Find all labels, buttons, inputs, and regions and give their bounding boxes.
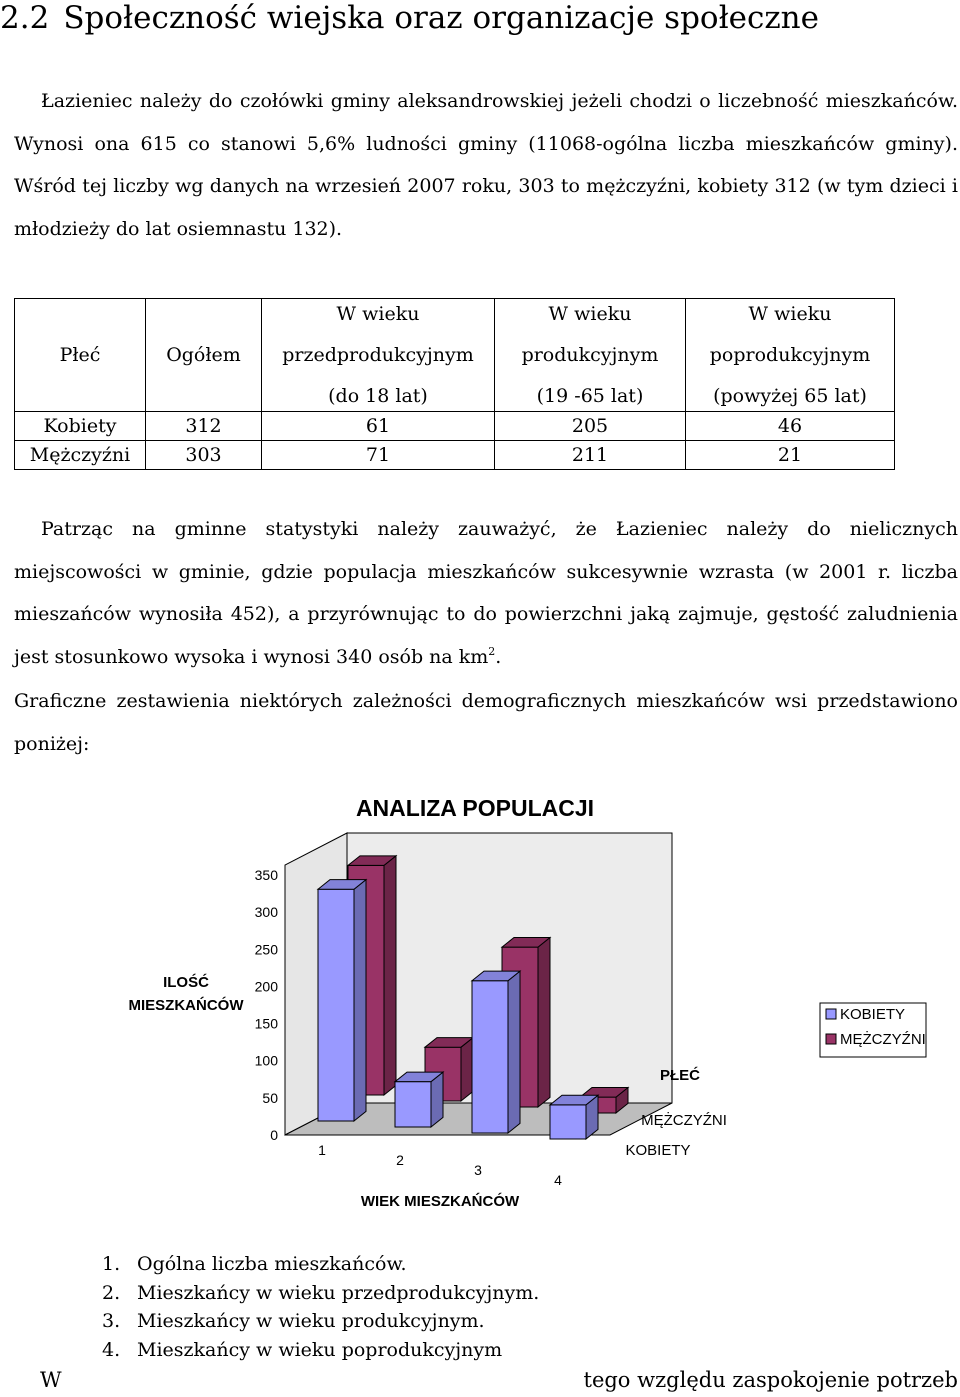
y-tick-label: 150 xyxy=(254,1015,278,1032)
y-tick-label: 200 xyxy=(254,978,278,995)
y-tick-label: 250 xyxy=(254,941,278,958)
x-tick-label: 1 xyxy=(318,1142,326,1158)
list-item: 1. Ogólna liczba mieszkańców. xyxy=(102,1253,407,1275)
bar-kobiety-side xyxy=(354,880,366,1121)
table-cell: 21 xyxy=(686,441,895,470)
header-poprodukcyjny: W wieku poprodukcyjnym (powyżej 65 lat) xyxy=(686,299,895,412)
table-header-row xyxy=(15,299,895,412)
paragraph-statistics: Patrząc na gminne statystyki należy zauważyć, że Łazieniec należy do nielicznych miejscowości w gminie, gdzie populacja mieszkańców sukcesywnie wzrasta (w 2001 r. liczba mieszańców wynosiła 452), a przyrównując to do powierzchni jaką zajmuje, gęstość zaludnienia jest stosunkowo wysoka i wynosi 340 osób na $km^2$. xyxy=(14,518,958,668)
table-cell: 312 xyxy=(146,412,262,441)
section-number: 2.2 xyxy=(0,0,50,36)
y-tick-label: 300 xyxy=(254,904,278,921)
x-axis-label: WIEK MIESZKAŃCÓW xyxy=(360,1193,520,1210)
depth-tick-label: MĘŻCZYŹNI xyxy=(641,1112,727,1129)
legend-label: KOBIETY xyxy=(840,1006,906,1023)
list-item: 2. Mieszkańcy w wieku przedprodukcyjnym. xyxy=(102,1281,540,1304)
bar-kobiety xyxy=(472,981,508,1133)
legend-swatch xyxy=(826,1034,836,1044)
list-item: 3. Mieszkańcy w wieku produkcyjnym. xyxy=(102,1310,485,1332)
legend-label: MĘŻCZYŹNI xyxy=(840,1031,926,1048)
header-plec: Płeć xyxy=(15,299,146,412)
depth-axis-label: PŁEĆ xyxy=(659,1067,701,1084)
x-tick-label: 2 xyxy=(396,1152,404,1168)
header-ogolem: Ogółem xyxy=(146,299,262,412)
header-produkcyjny: W wieku produkcyjnym (19 -65 lat) xyxy=(495,299,686,412)
bar-kobiety xyxy=(395,1082,431,1127)
y-tick-label: 0 xyxy=(270,1127,278,1143)
y-tick-label: 50 xyxy=(262,1089,278,1106)
chart-category-legend xyxy=(102,1250,539,1364)
list-item: 4. Mieszkańcy w wieku poprodukcyjnym xyxy=(102,1338,503,1361)
table-cell: 61 xyxy=(262,412,495,441)
y-axis-label: ILOŚĆ xyxy=(163,974,209,991)
legend-swatch xyxy=(826,1009,836,1019)
x-tick-label: 4 xyxy=(554,1172,562,1188)
table-cell: 211 xyxy=(495,441,686,470)
section-title: Społeczność wiejska oraz organizacje społeczne xyxy=(63,0,819,36)
depth-tick-label: KOBIETY xyxy=(625,1142,691,1159)
bar-kobiety xyxy=(550,1105,586,1139)
population-table xyxy=(14,298,895,470)
table-cell: 46 xyxy=(686,412,895,441)
table-cell: 303 xyxy=(146,441,262,470)
y-tick-label: 350 xyxy=(254,867,278,883)
y-tick-label: 100 xyxy=(254,1052,278,1069)
table-cell: Mężczyźni xyxy=(15,441,146,470)
population-chart xyxy=(0,780,960,1240)
chart-title: ANALIZA POPULACJI xyxy=(355,795,595,821)
table-cell: Kobiety xyxy=(15,412,146,441)
bar-mezczyzni-side xyxy=(538,938,550,1107)
table-cell: 71 xyxy=(262,441,495,470)
header-przedprodukcyjny: W wieku przedprodukcyjnym (do 18 lat) xyxy=(262,299,495,412)
x-tick-label: 3 xyxy=(474,1162,482,1178)
bar-kobiety-side xyxy=(508,971,520,1133)
table-row xyxy=(15,412,895,441)
table-cell: 205 xyxy=(495,412,686,441)
table-row xyxy=(15,441,895,470)
paragraph-charts-intro: Graficzne zestawienia niektórych zależności demograficznych mieszkańców wsi przedstawiono poniżej: xyxy=(14,690,958,755)
bar-mezczyzni-side xyxy=(384,856,396,1095)
paragraph-population: Łazieniec należy do czołówki gminy aleksandrowskiej jeżeli chodzi o liczebność mieszkańców. Wynosi ona 615 co stanowi 5,6% ludności gminy (11068-ogólna liczba mieszkańców gminy). Wśród tej liczby wg danych na wrzesień 2007 roku, 303 to mężczyźni, kobiety 312 (w tym dzieci i młodzieży do lat osiemnastu 132). xyxy=(14,90,958,240)
y-axis-label: MIESZKAŃCÓW xyxy=(128,997,244,1014)
bar-mezczyzni-side xyxy=(461,1038,473,1101)
bar-kobiety xyxy=(318,889,354,1121)
section-heading xyxy=(0,0,819,36)
